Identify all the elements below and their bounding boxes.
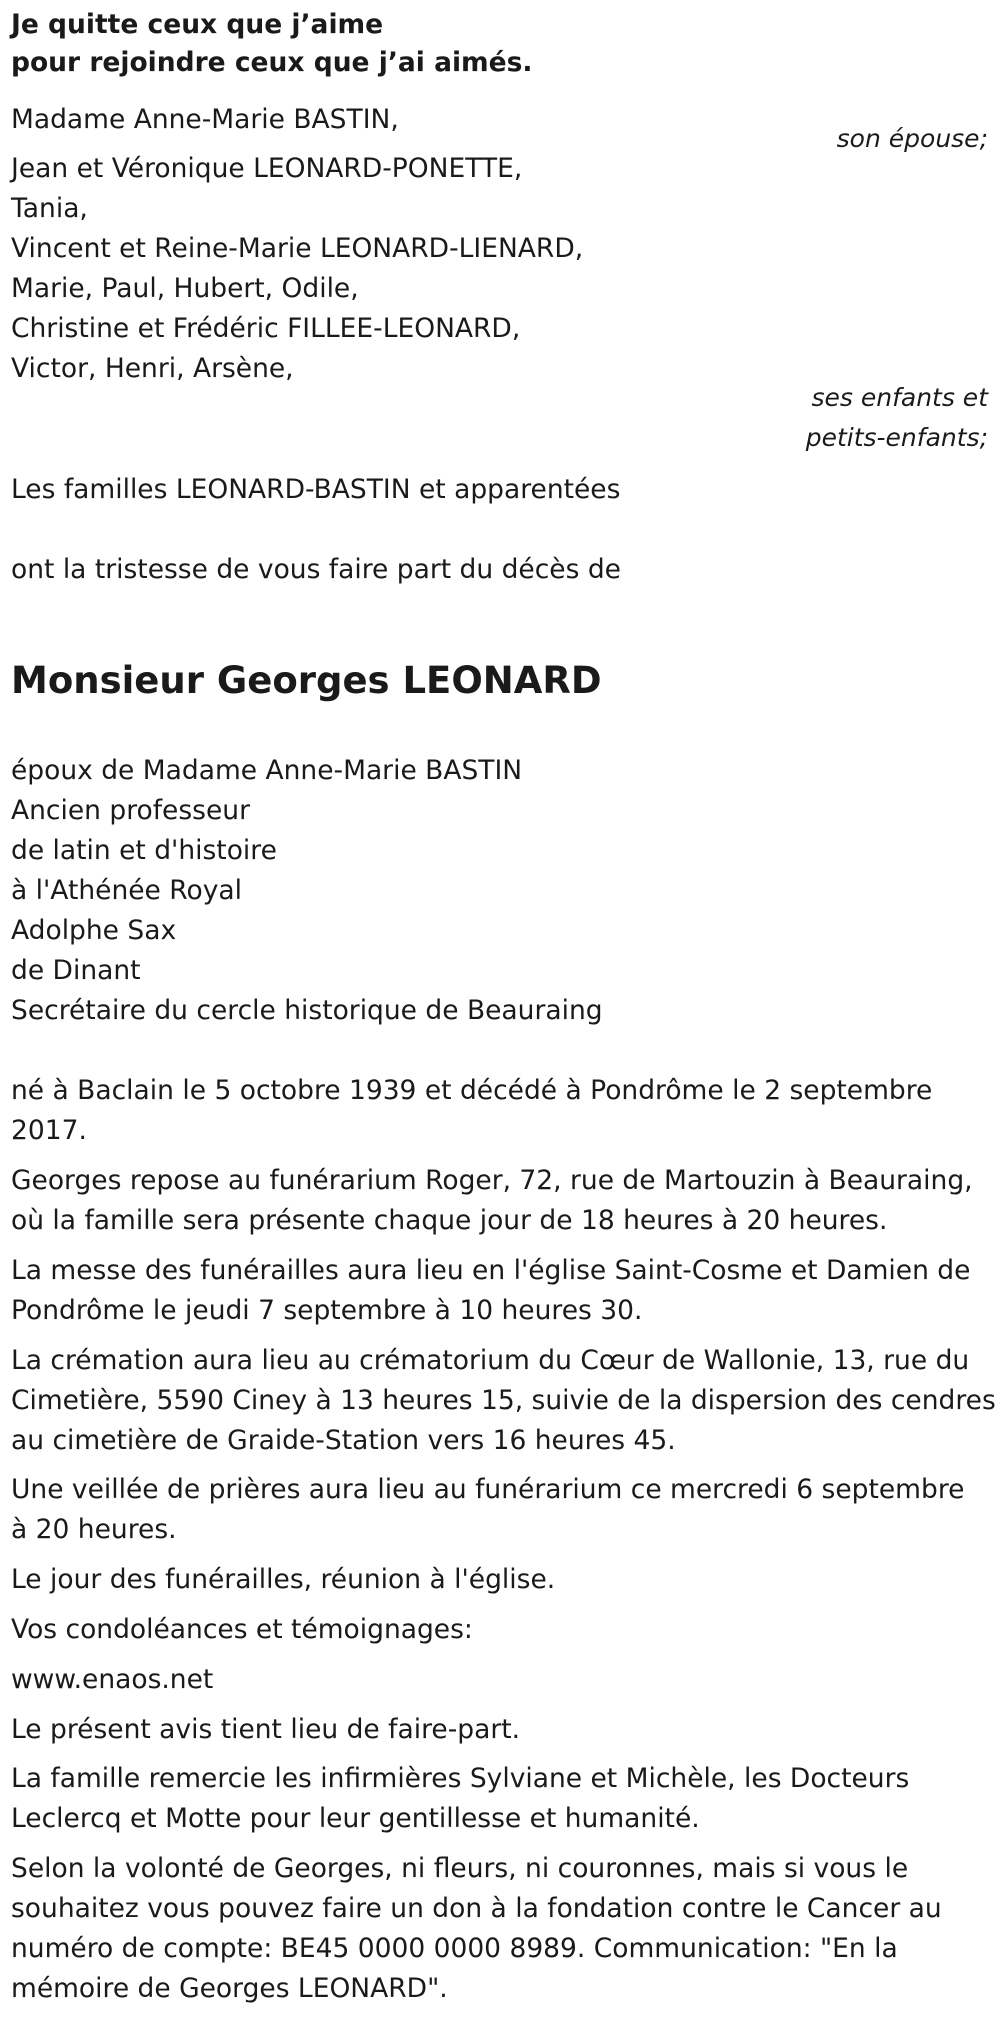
remerciements-line-2: Leclercq et Motte pour leur gentillesse et humanité. xyxy=(11,1803,700,1834)
bio-line-6: de Dinant xyxy=(11,955,141,986)
cremation-line-1: La crémation aura lieu au crématorium du Cœur de Wallonie, 13, rue du xyxy=(11,1345,970,1376)
website-line: www.enaos.net xyxy=(11,1664,214,1695)
families-line: Les familles LEONARD-BASTIN et apparentées xyxy=(11,474,621,505)
birth-death-line-2: 2017. xyxy=(11,1115,87,1146)
spouse-role: son épouse; xyxy=(836,124,988,153)
veillee-line-1: Une veillée de prières aura lieu au funérarium ce mercredi 6 septembre xyxy=(11,1474,965,1505)
cremation-line-2: Cimetière, 5590 Ciney à 13 heures 15, suivie de la dispersion des cendres xyxy=(11,1385,996,1416)
children-line-2: Tania, xyxy=(11,193,88,224)
children-line-1: Jean et Véronique LEONARD-PONETTE, xyxy=(11,153,523,184)
volonte-line-4: mémoire de Georges LEONARD". xyxy=(11,1973,448,2004)
bio-line-4: à l'Athénée Royal xyxy=(11,875,243,906)
birth-death-line-1: né à Baclain le 5 octobre 1939 et décédé à Pondrôme le 2 septembre xyxy=(11,1075,933,1106)
cremation-line-3: au cimetière de Graide-Station vers 16 heures 45. xyxy=(11,1425,676,1456)
announce-line: ont la tristesse de vous faire part du décès de xyxy=(11,554,621,585)
messe-line-1: La messe des funérailles aura lieu en l'église Saint-Cosme et Damien de xyxy=(11,1255,971,1286)
children-line-4: Marie, Paul, Hubert, Odile, xyxy=(11,273,359,304)
messe-line-2: Pondrôme le jeudi 7 septembre à 10 heures 30. xyxy=(11,1295,643,1326)
bio-line-1: époux de Madame Anne-Marie BASTIN xyxy=(11,755,523,786)
veillee-line-2: à 20 heures. xyxy=(11,1514,177,1545)
children-role-1: ses enfants et xyxy=(811,383,988,412)
children-line-5: Christine et Frédéric FILLEE-LEONARD, xyxy=(11,313,521,344)
deceased-name: Monsieur Georges LEONARD xyxy=(11,659,602,702)
poem-line-1: Je quitte ceux que j’aime xyxy=(11,9,384,40)
bio-line-7: Secrétaire du cercle historique de Beauraing xyxy=(11,995,603,1026)
children-line-3: Vincent et Reine-Marie LEONARD-LIENARD, xyxy=(11,233,584,264)
volonte-line-2: souhaitez vous pouvez faire un don à la fondation contre le Cancer au xyxy=(11,1893,942,1924)
bio-line-3: de latin et d'histoire xyxy=(11,835,277,866)
reunion-line: Le jour des funérailles, réunion à l'église. xyxy=(11,1564,556,1595)
repose-line-1: Georges repose au funérarium Roger, 72, rue de Martouzin à Beauraing, xyxy=(11,1165,973,1196)
children-line-6: Victor, Henri, Arsène, xyxy=(11,353,294,384)
bio-line-2: Ancien professeur xyxy=(11,795,250,826)
remerciements-line-1: La famille remercie les infirmières Sylviane et Michèle, les Docteurs xyxy=(11,1763,910,1794)
volonte-line-3: numéro de compte: BE45 0000 0000 8989. Communication: "En la xyxy=(11,1933,898,1964)
children-role-2: petits-enfants; xyxy=(805,423,988,452)
poem-line-2: pour rejoindre ceux que j’ai aimés. xyxy=(11,47,533,78)
repose-line-2: où la famille sera présente chaque jour de 18 heures à 20 heures. xyxy=(11,1205,888,1236)
condoleances-line: Vos condoléances et témoignages: xyxy=(11,1614,473,1645)
volonte-line-1: Selon la volonté de Georges, ni fleurs, ni couronnes, mais si vous le xyxy=(11,1853,909,1884)
spouse-name: Madame Anne-Marie BASTIN, xyxy=(11,104,399,135)
avis-line: Le présent avis tient lieu de faire-part. xyxy=(11,1714,521,1745)
bio-line-5: Adolphe Sax xyxy=(11,915,177,946)
